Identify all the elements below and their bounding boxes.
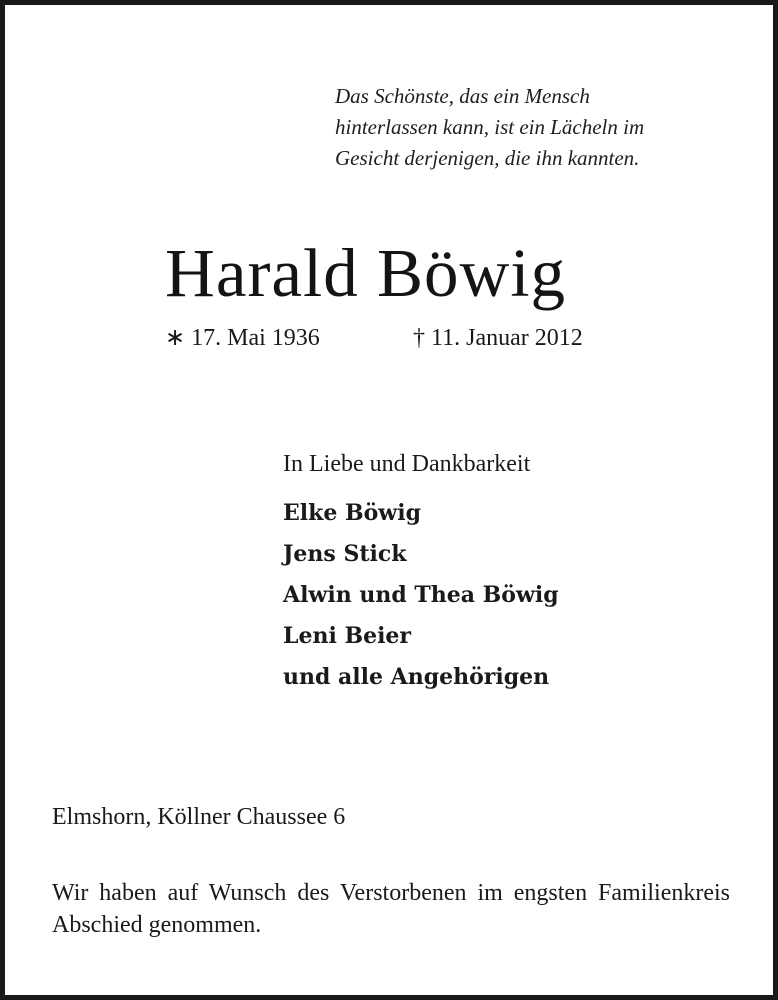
memorial-quote: [335, 81, 755, 174]
mourner-list: [283, 493, 559, 698]
address: Elmshorn, Köllner Chaussee 6: [52, 804, 346, 830]
mourner-name: Jens Stick: [283, 541, 407, 567]
mourner-name: Elke Böwig: [283, 500, 421, 526]
quote-line: hinterlassen kann, ist ein Lächeln im: [335, 115, 645, 139]
birth-date: ∗ 17. Mai 1936: [165, 325, 320, 351]
death-date: † 11. Januar 2012: [413, 325, 583, 351]
mourner-name: Alwin und Thea Böwig: [283, 582, 559, 608]
mourner-name: Leni Beier: [283, 623, 412, 649]
mourning-intro: In Liebe und Dankbarkeit: [283, 451, 531, 477]
deceased-name: Harald Böwig: [165, 235, 567, 311]
quote-line: Gesicht derjenigen, die ihn kannten.: [335, 146, 640, 170]
mourner-name: und alle Angehörigen: [283, 664, 550, 690]
quote-line: Das Schönste, das ein Mensch: [335, 84, 590, 108]
funeral-notice: Wir haben auf Wunsch des Verstorbenen im engsten Familienkreis Abschied genommen.: [52, 880, 730, 938]
